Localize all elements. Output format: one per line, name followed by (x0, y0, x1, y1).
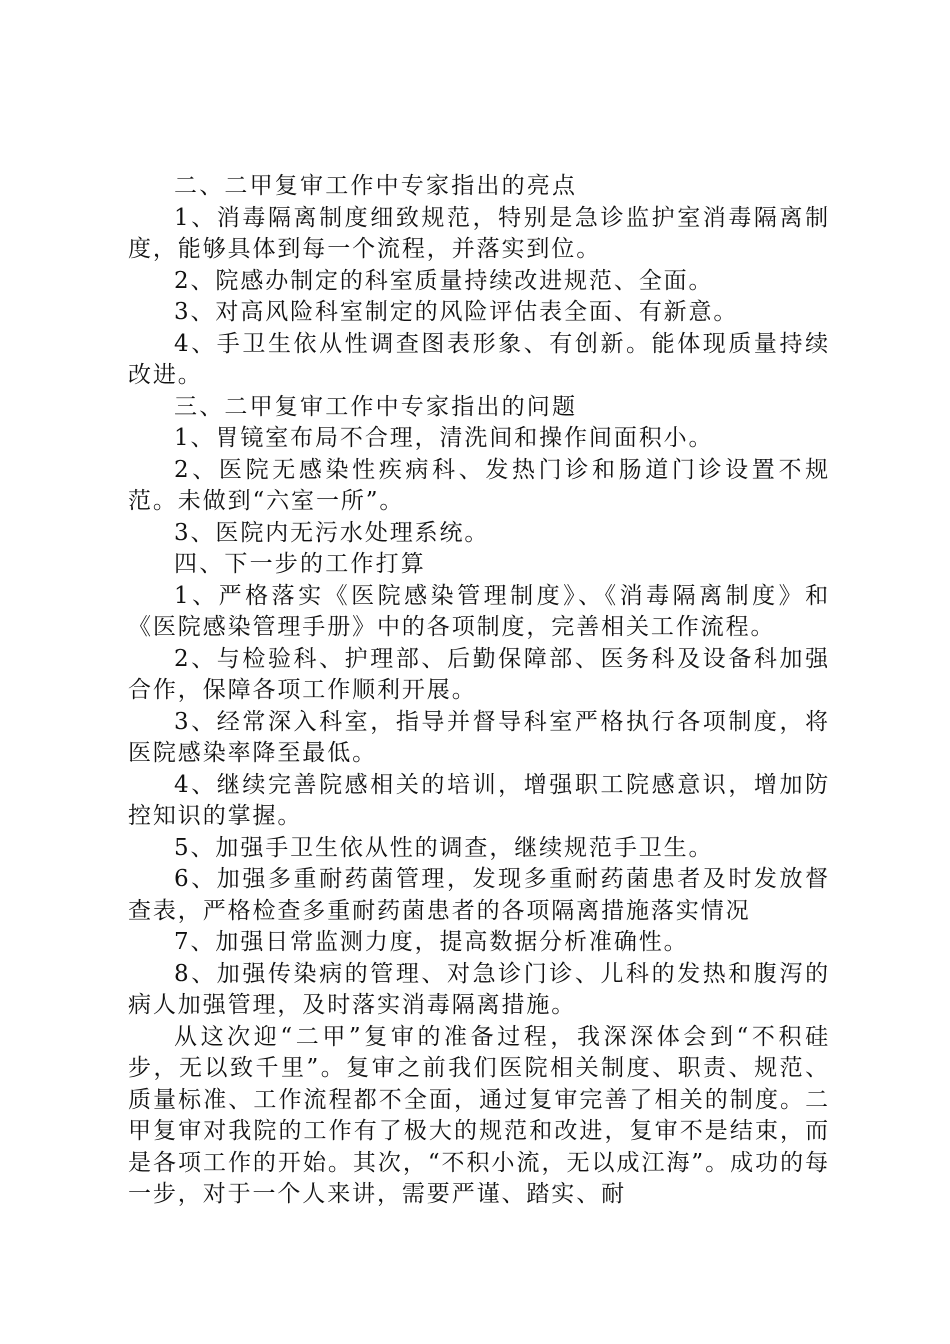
problem-item-2: 2、医院无感染性疾病科、发热门诊和肠道门诊设置不规范。未做到“六室一所”。 (128, 456, 830, 514)
highlight-item-4: 4、手卫生依从性调查图表形象、有创新。能体现质量持续改进。 (128, 330, 830, 388)
plan-item-5: 5、加强手卫生依从性的调查，继续规范手卫生。 (174, 834, 714, 861)
plan-item-6: 6、加强多重耐药菌管理，发现多重耐药菌患者及时发放督查表，严格检查多重耐药菌患者的各项隔离措施落实情况 (128, 866, 830, 924)
document-page (128, 171, 830, 1211)
plan-item-8: 8、加强传染病的管理、对急诊门诊、儿科的发热和腹泻的病人加强管理，及时落实消毒隔离措施。 (128, 960, 830, 1018)
highlight-item-3: 3、对高风险科室制定的风险评估表全面、有新意。 (174, 299, 739, 325)
plan-item-1: 1、严格落实《医院感染管理制度》、《消毒隔离制度》和《医院感染管理手册》中的各项制度，完善相关工作流程。 (128, 582, 830, 640)
section-heading-next-steps: 四、下一步的工作打算 (174, 551, 426, 577)
section-heading-problems: 三、二甲复审工作中专家指出的问题 (174, 393, 578, 420)
plan-item-2: 2、与检验科、护理部、后勤保障部、医务科及设备科加强合作，保障各项工作顺利开展。 (128, 645, 830, 703)
plan-item-3: 3、经常深入科室，指导并督导科室严格执行各项制度，将医院感染率降至最低。 (128, 708, 830, 766)
highlight-item-2: 2、院感办制定的科室质量持续改进规范、全面。 (174, 267, 714, 294)
problem-item-3: 3、医院内无污水处理系统。 (174, 519, 490, 546)
plan-item-7: 7、加强日常监测力度，提高数据分析准确性。 (174, 929, 689, 955)
highlight-item-1: 1、消毒隔离制度细致规范，特别是急诊监护室消毒隔离制度，能够具体到每一个流程，并落实到位。 (128, 204, 830, 262)
section-heading-highlights: 二、二甲复审工作中专家指出的亮点 (174, 173, 578, 199)
reflection-paragraph: 从这次迎“二甲”复审的准备过程，我深深体会到“不积硅步，无以致千里”。复审之前我们医院相关制度、职责、规范、质量标准、工作流程都不全面，通过复审完善了相关的制度。二甲复审对我院的工作有了极大的规范和改进，复审不是结束，而是各项工作的开始。其次，“不积小流，无以成江海”。成功的每一步，对于一个人来讲，需要严谨、踏实、耐 (128, 1023, 830, 1207)
problem-item-1: 1、胃镜室布局不合理，清洗间和操作间面积小。 (174, 425, 714, 451)
plan-item-4: 4、继续完善院感相关的培训，增强职工院感意识，增加防控知识的掌握。 (128, 771, 830, 829)
